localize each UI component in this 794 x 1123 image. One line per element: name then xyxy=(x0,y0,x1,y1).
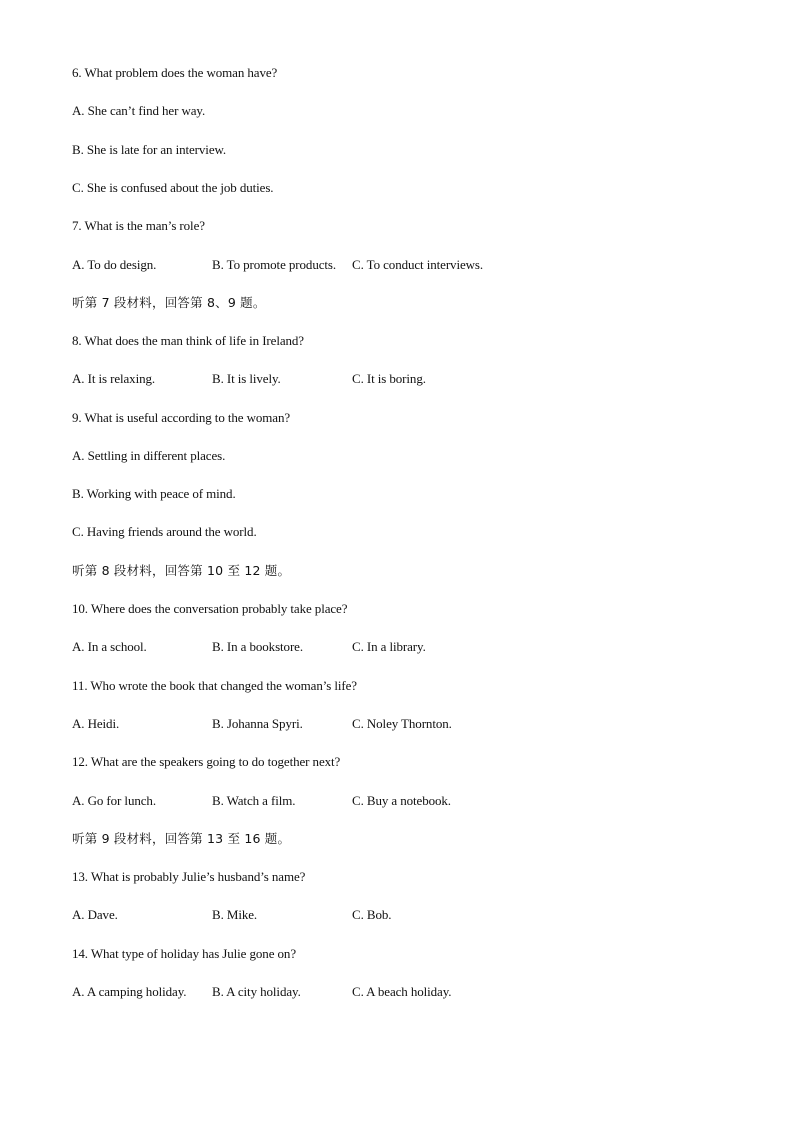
q8-option-a: A. It is relaxing. xyxy=(72,371,156,386)
q8-option-c: C. It is boring. xyxy=(352,371,426,386)
question-12: 12. What are the speakers going to do together next? xyxy=(72,754,341,769)
question-8: 8. What does the man think of life in Ireland? xyxy=(72,333,304,348)
q13-option-c: C. Bob. xyxy=(352,907,392,922)
q11-option-c: C. Noley Thornton. xyxy=(352,716,452,731)
question-6: 6. What problem does the woman have? xyxy=(72,65,278,80)
q9-option-c: C. Having friends around the world. xyxy=(72,524,257,539)
q7-option-c: C. To conduct interviews. xyxy=(352,257,484,272)
question-14: 14. What type of holiday has Julie gone on? xyxy=(72,946,296,961)
q7-option-a: A. To do design. xyxy=(72,257,157,272)
section-7-heading: 听第 7 段材料，回答第 8、9 题。 xyxy=(72,295,266,310)
q14-option-b: B. A city holiday. xyxy=(212,984,301,999)
q10-option-b: B. In a bookstore. xyxy=(212,639,303,654)
q6-option-c: C. She is confused about the job duties. xyxy=(72,180,274,195)
q11-option-a: A. Heidi. xyxy=(72,716,120,731)
q12-option-b: B. Watch a film. xyxy=(212,793,296,808)
section-9-heading: 听第 9 段材料，回答第 13 至 16 题。 xyxy=(72,831,291,846)
q11-option-b: B. Johanna Spyri. xyxy=(212,716,303,731)
q10-option-a: A. In a school. xyxy=(72,639,147,654)
q9-option-b: B. Working with peace of mind. xyxy=(72,486,236,501)
q12-option-a: A. Go for lunch. xyxy=(72,793,156,808)
q10-option-c: C. In a library. xyxy=(352,639,426,654)
q13-option-a: A. Dave. xyxy=(72,907,118,922)
section-8-heading: 听第 8 段材料，回答第 10 至 12 题。 xyxy=(72,563,291,578)
q14-option-a: A. A camping holiday. xyxy=(72,984,187,999)
question-7: 7. What is the man’s role? xyxy=(72,218,205,233)
question-9: 9. What is useful according to the woman? xyxy=(72,410,291,425)
q9-option-a: A. Settling in different places. xyxy=(72,448,226,463)
q13-option-b: B. Mike. xyxy=(212,907,258,922)
question-13: 13. What is probably Julie’s husband’s name? xyxy=(72,869,306,884)
q8-option-b: B. It is lively. xyxy=(212,371,281,386)
q14-option-c: C. A beach holiday. xyxy=(352,984,452,999)
q6-option-a: A. She can’t find her way. xyxy=(72,103,206,118)
q6-option-b: B. She is late for an interview. xyxy=(72,142,227,157)
q7-option-b: B. To promote products. xyxy=(212,257,337,272)
question-10: 10. Where does the conversation probably take place? xyxy=(72,601,348,616)
q12-option-c: C. Buy a notebook. xyxy=(352,793,451,808)
question-11: 11. Who wrote the book that changed the woman’s life? xyxy=(72,678,357,693)
